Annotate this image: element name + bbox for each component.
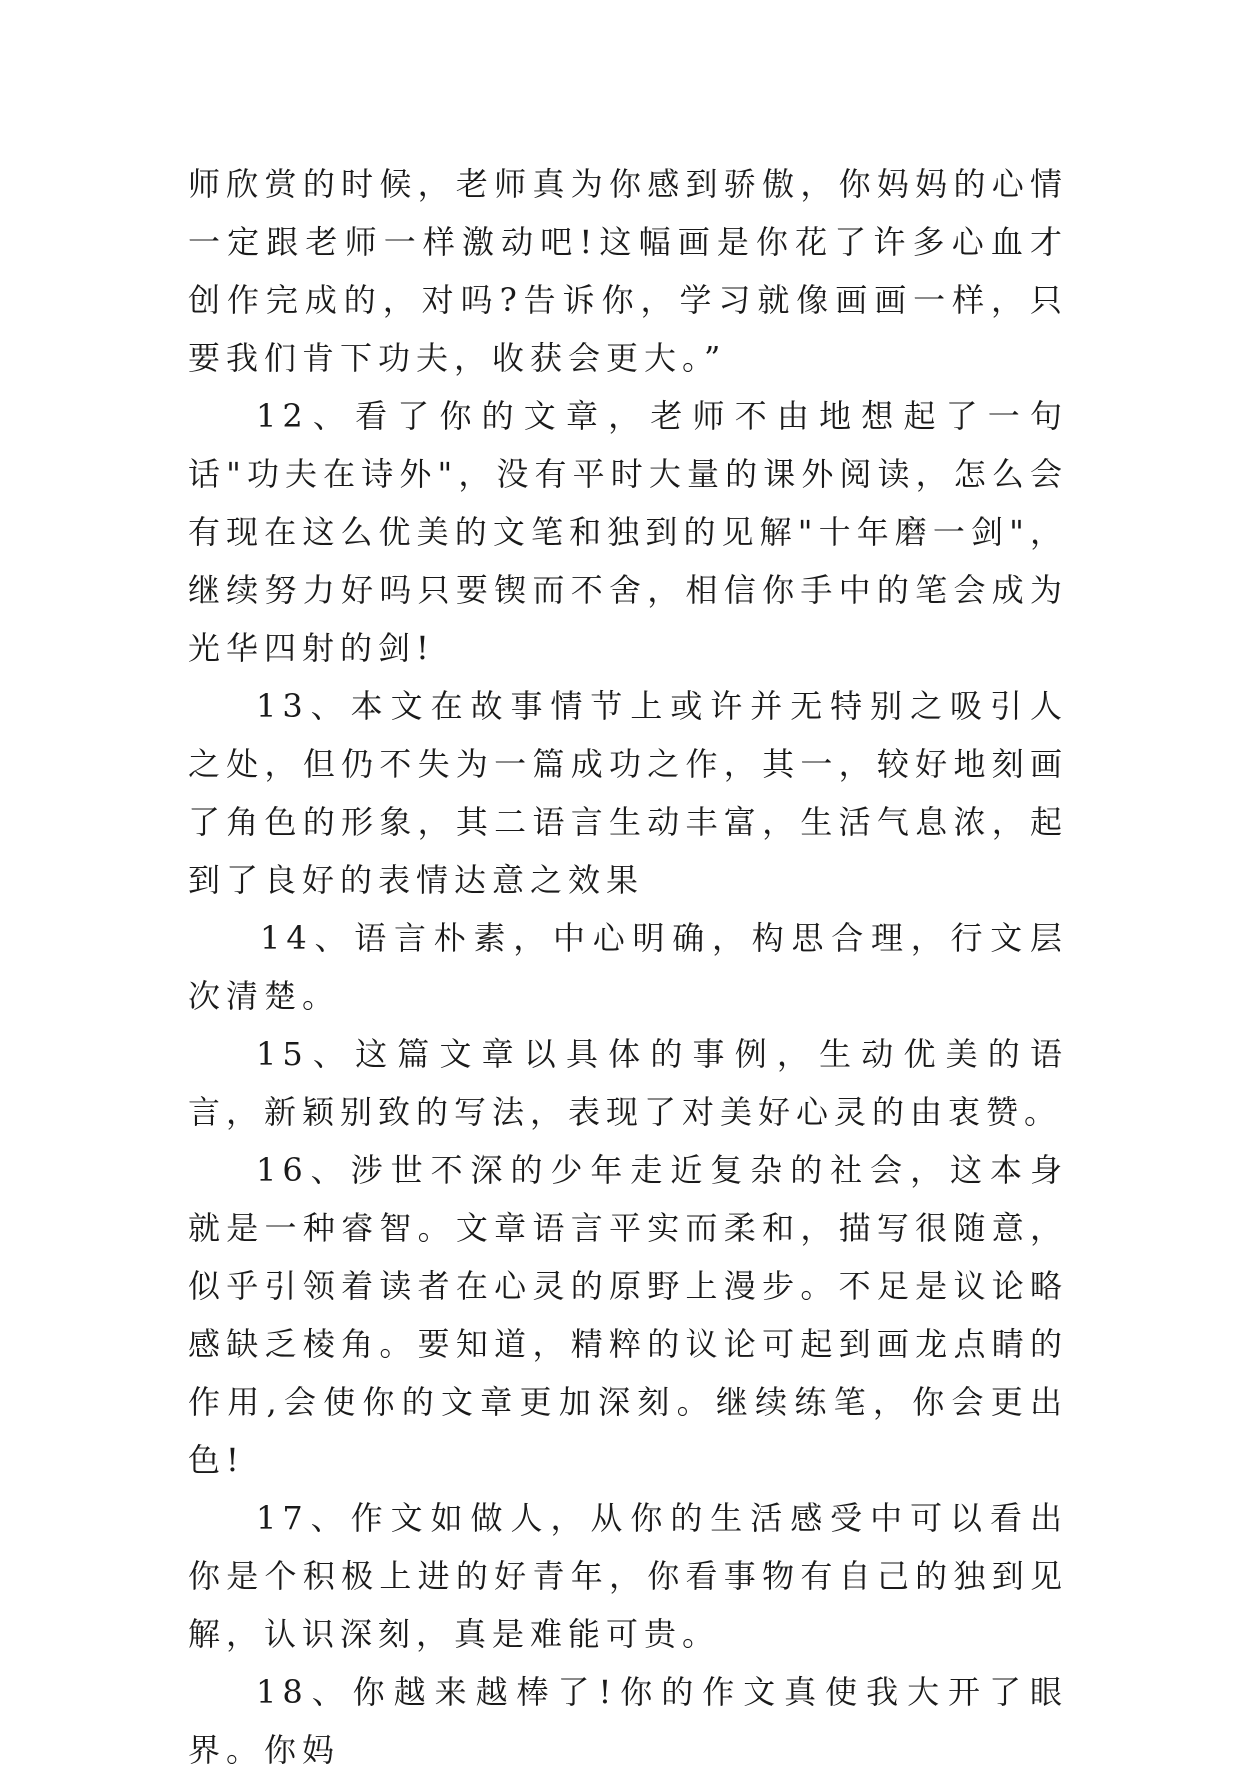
paragraph-14: 14、语言朴素，中心明确，构思合理，行文层次清楚。 (188, 919, 1068, 1015)
paragraph-18: 18、你越来越棒了!你的作文真使我大开了眼界。你妈 (188, 1673, 1068, 1769)
paragraph-13: 13、本文在故事情节上或许并无特别之吸引人之处，但仍不失为一篇成功之作，其一，较好地刻画了角色的形象，其二语言生动丰富，生活气息浓，起到了良好的表情达意之效果 (188, 687, 1068, 899)
paragraph-continuation: 师欣赏的时候，老师真为你感到骄傲，你妈妈的心情一定跟老师一样激动吧!这幅画是你花了许多心血才创作完成的，对吗?告诉你，学习就像画画一样，只要我们肯下功夫，收获会更大。” (188, 165, 1068, 377)
paragraph-12: 12、看了你的文章，老师不由地想起了一句话"功夫在诗外"，没有平时大量的课外阅读，怎么会有现在这么优美的文笔和独到的见解"十年磨一剑"，继续努力好吗只要锲而不舍，相信你手中的笔会成为光华四射的剑! (188, 397, 1068, 667)
paragraph-16: 16、涉世不深的少年走近复杂的社会，这本身就是一种睿智。文章语言平实而柔和，描写很随意，似乎引领着读者在心灵的原野上漫步。不足是议论略感缺乏棱角。要知道，精粹的议论可起到画龙点睛的作用,会使你的文章更加深刻。继续练笔，你会更出色! (188, 1151, 1068, 1479)
paragraph-17: 17、作文如做人，从你的生活感受中可以看出你是个积极上进的好青年，你看事物有自己的独到见解，认识深刻，真是难能可贵。 (188, 1499, 1068, 1653)
paragraph-15: 15、这篇文章以具体的事例，生动优美的语言，新颖别致的写法，表现了对美好心灵的由衷赞。 (188, 1035, 1068, 1131)
document-body (188, 155, 1068, 1779)
